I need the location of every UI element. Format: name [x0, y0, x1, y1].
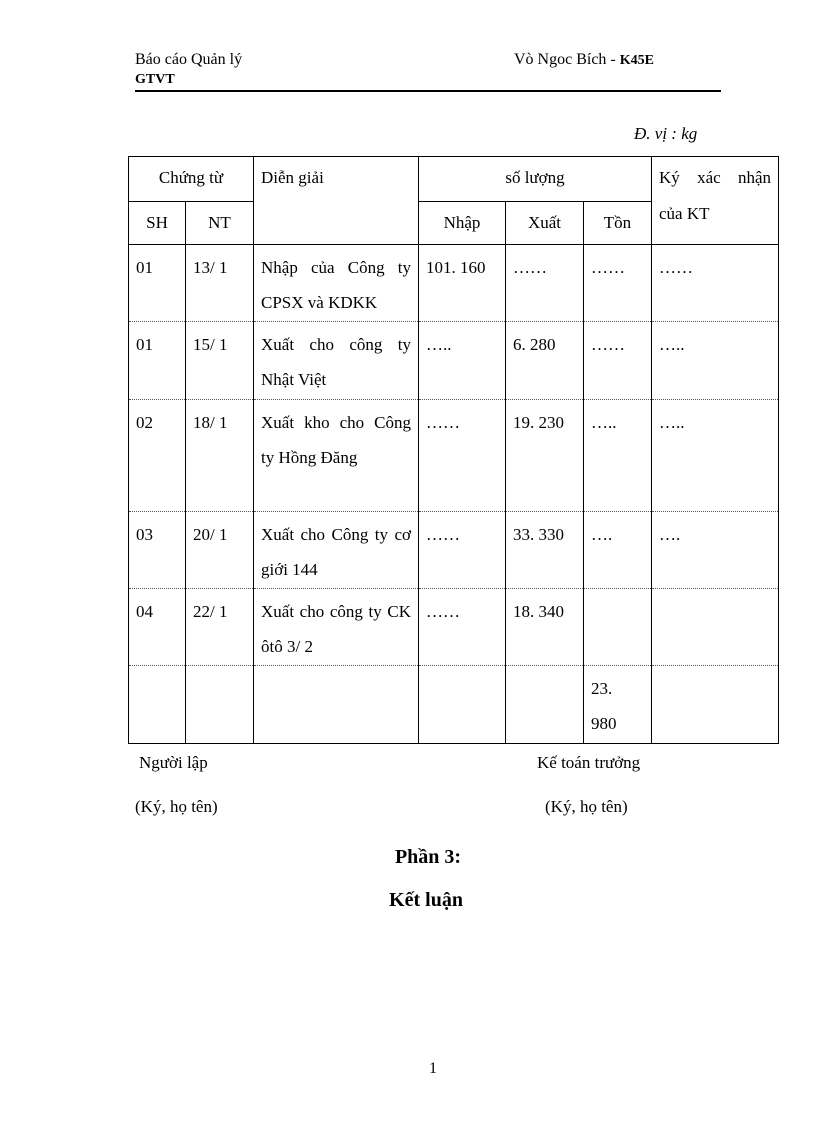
header-nhap: Nhập: [419, 202, 506, 245]
table-row: [129, 245, 779, 322]
cell-nhap: …..: [419, 322, 506, 400]
cell-desc: Nhập của Công ty CPSX và KDKK: [254, 245, 419, 322]
part-heading: Phần 3:: [394, 846, 462, 868]
unit-label: Đ. vị : kg: [634, 124, 698, 143]
header-class-code: K45E: [619, 53, 654, 68]
table-row: [129, 589, 779, 666]
chief-accountant-note: (Ký, họ tên): [545, 797, 628, 816]
cell-ky: ….: [652, 512, 779, 589]
cell-xuat: 19. 230: [506, 400, 584, 512]
header-rule: [135, 90, 721, 92]
header-left-line2: GTVT: [135, 72, 175, 87]
cell-sh: 01: [129, 322, 186, 400]
cell-xuat: [506, 666, 584, 744]
table-row: [129, 512, 779, 589]
cell-ton: …..: [584, 400, 652, 512]
cell-sh: [129, 666, 186, 744]
cell-ky: [652, 666, 779, 744]
header-xuat: Xuất: [506, 202, 584, 245]
cell-xuat: 33. 330: [506, 512, 584, 589]
preparer-title: Người lập: [139, 753, 208, 772]
chief-accountant-title: Kế toán trưởng: [537, 753, 641, 772]
header-author: [514, 51, 654, 70]
table-row: [129, 322, 779, 400]
cell-ton: ……: [584, 245, 652, 322]
cell-nhap: ……: [419, 589, 506, 666]
cell-xuat: 18. 340: [506, 589, 584, 666]
cell-ton: [584, 589, 652, 666]
cell-sh: 01: [129, 245, 186, 322]
cell-ky: [652, 589, 779, 666]
header-ton: Tồn: [584, 202, 652, 245]
cell-nhap: [419, 666, 506, 744]
header-nt: NT: [186, 202, 254, 245]
cell-desc: Xuất cho công ty CK ôtô 3/ 2: [254, 589, 419, 666]
cell-nhap: 101. 160: [419, 245, 506, 322]
header-left-line1: Báo cáo Quản lý: [135, 51, 243, 68]
cell-nt: [186, 666, 254, 744]
cell-nt: 13/ 1: [186, 245, 254, 322]
cell-nt: 18/ 1: [186, 400, 254, 512]
cell-sh: 02: [129, 400, 186, 512]
cell-ky: …..: [652, 322, 779, 400]
cell-sh: 04: [129, 589, 186, 666]
table-header-row-1: [129, 157, 779, 202]
table-row: [129, 400, 779, 512]
header-sh: SH: [129, 202, 186, 245]
cell-xuat: 6. 280: [506, 322, 584, 400]
header-ky-xac-nhan: Ký xác nhận của KT: [652, 157, 779, 245]
cell-ton: ….: [584, 512, 652, 589]
header-author-name: Vò Ngoc Bích -: [514, 51, 620, 68]
cell-sh: 03: [129, 512, 186, 589]
table-row: [129, 666, 779, 744]
cell-desc: [254, 666, 419, 744]
cell-desc: Xuất cho Công ty cơ giới 144: [254, 512, 419, 589]
cell-ky: ……: [652, 245, 779, 322]
cell-desc: Xuất kho cho Công ty Hồng Đăng: [254, 400, 419, 512]
section-title: Kết luận: [389, 889, 463, 911]
cell-nt: 15/ 1: [186, 322, 254, 400]
cell-nhap: ……: [419, 512, 506, 589]
header-so-luong: số lượng: [419, 157, 652, 202]
cell-nt: 22/ 1: [186, 589, 254, 666]
header-dien-giai: Diễn giải: [254, 157, 419, 245]
cell-xuat: ……: [506, 245, 584, 322]
ledger-table: [128, 156, 779, 744]
cell-nt: 20/ 1: [186, 512, 254, 589]
cell-ton: 23. 980: [584, 666, 652, 744]
header-chung-tu: Chứng từ: [129, 157, 254, 202]
preparer-note: (Ký, họ tên): [135, 797, 218, 816]
cell-desc: Xuất cho công ty Nhật Việt: [254, 322, 419, 400]
page-number: 1: [429, 1060, 437, 1077]
cell-ky: …..: [652, 400, 779, 512]
cell-ton: ……: [584, 322, 652, 400]
cell-nhap: ……: [419, 400, 506, 512]
